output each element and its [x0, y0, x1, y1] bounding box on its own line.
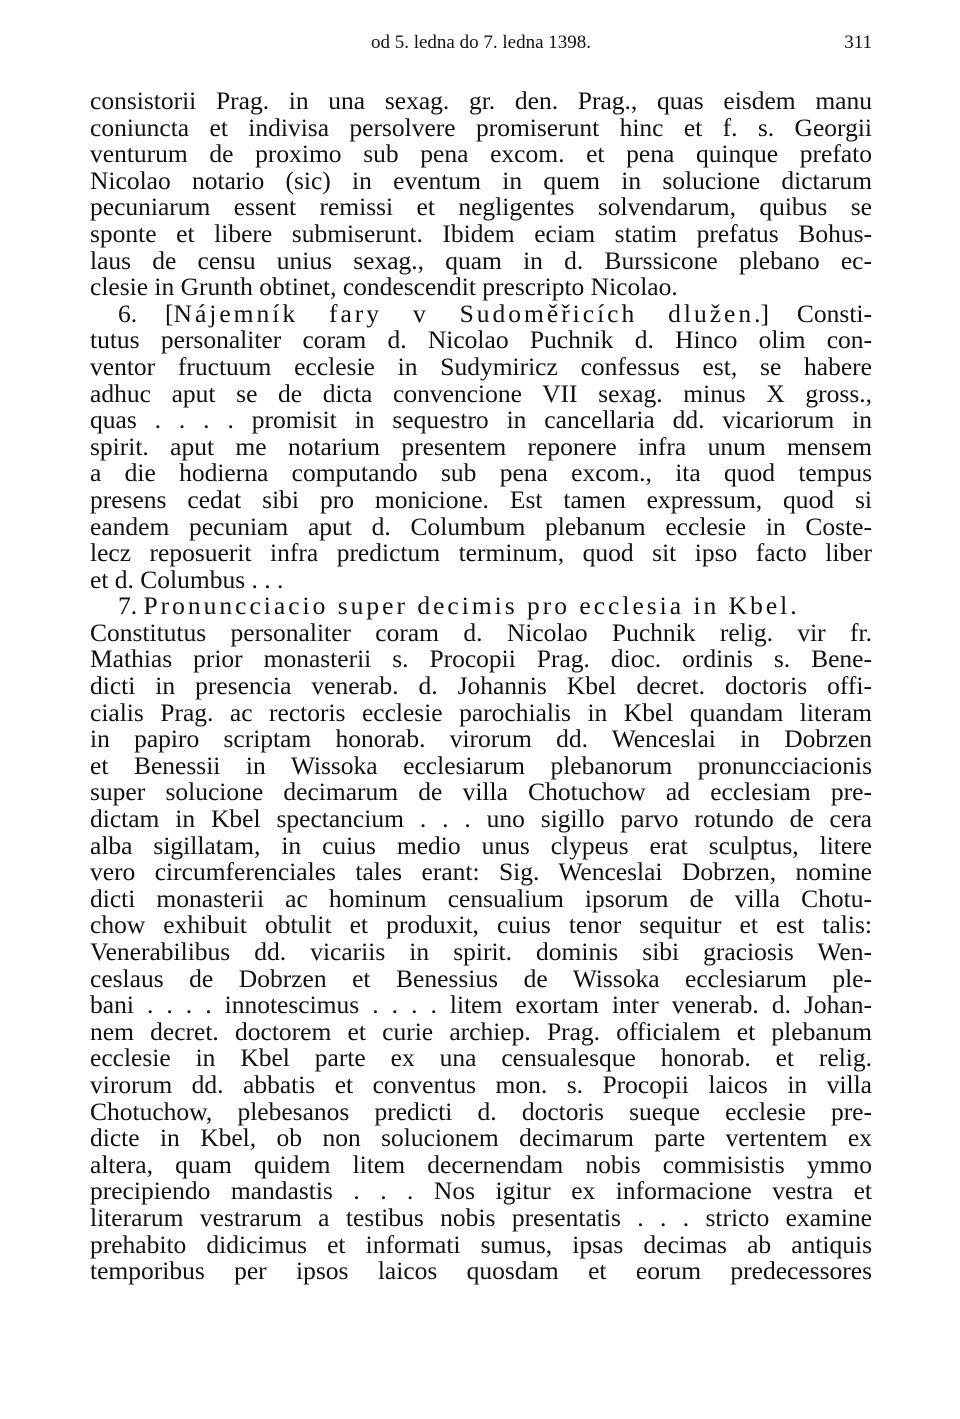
- text-line: eandem pecuniam aput d. Columbum plebanum ecclesie in Coste-: [90, 511, 872, 541]
- text-line: 7. Pronuncciacio super decimis pro ecclesia in Kbel.: [118, 591, 797, 621]
- text-line: Chotuchow, plebesanos predicti d. doctoris sueque ecclesie pre-: [90, 1096, 872, 1126]
- running-head: od 5. ledna do 7. ledna 1398.: [370, 32, 592, 53]
- text-line: spirit. aput me notarium presentem reponere infra unum mensem: [90, 431, 872, 461]
- page-number: 311: [844, 32, 872, 53]
- text-line: clesie in Grunth obtinet, condescendit prescripto Nicolao.: [90, 272, 678, 302]
- text-line: altera, quam quidem litem decernendam nobis commisistis ymmo: [90, 1149, 872, 1179]
- text-line: chow exhibuit obtulit et produxit, cuius tenor sequitur et est talis:: [90, 910, 872, 940]
- text-line: coniuncta et indivisa persolvere promiserunt hinc et f. s. Georgii: [90, 112, 872, 142]
- text-line: Mathias prior monasterii s. Procopii Prag. dioc. ordinis s. Bene-: [90, 644, 872, 674]
- text-line: ecclesie in Kbel parte ex una censualesque honorab. et relig.: [90, 1043, 872, 1073]
- page-header: [90, 32, 872, 58]
- text-line: Constitutus personaliter coram d. Nicolao Puchnik relig. vir fr.: [90, 617, 872, 647]
- text-line: Venerabilibus dd. vicariis in spirit. dominis sibi graciosis Wen-: [90, 937, 872, 966]
- text-line: presens cedat sibi pro monicione. Est tamen expressum, quod si: [90, 484, 872, 514]
- text-line: ceslaus de Dobrzen et Benessius de Wissoka ecclesiarum ple-: [90, 963, 872, 993]
- text-line: dicte in Kbel, ob non solucionem decimarum parte vertentem ex: [90, 1123, 872, 1153]
- text-line: 6. [Nájemník fary v Sudoměřicích dlužen.] Consti-: [118, 298, 872, 328]
- text-line: nem decret. doctorem et curie archiep. Prag. officialem et plebanum: [90, 1016, 872, 1046]
- text-line: precipiendo mandastis . . . Nos igitur ex informacione vestra et: [90, 1176, 872, 1206]
- text-line: vero circumferenciales tales erant: Sig. Wenceslai Dobrzen, nomine: [90, 857, 872, 887]
- text-line: literarum vestrarum a testibus nobis presentatis . . . stricto examine: [90, 1202, 872, 1232]
- text-line: prehabito didicimus et informati sumus, ipsas decimas ab antiquis: [90, 1229, 872, 1259]
- body-text: [90, 88, 872, 1285]
- text-line: bani . . . . innotescimus . . . . litem exortam inter venerab. d. Johan-: [90, 990, 872, 1020]
- text-line: dicti in presencia venerab. d. Johannis Kbel decret. doctoris offi-: [90, 671, 872, 701]
- text-line: temporibus per ipsos laicos quosdam et eorum predecessores: [90, 1256, 872, 1286]
- text-line: et Benessii in Wissoka ecclesiarum plebanorum pronuncciacionis: [90, 750, 872, 780]
- text-line: lecz reposuerit infra predictum terminum, quod sit ipso facto liber: [90, 538, 872, 568]
- text-line: venturum de proximo sub pena excom. et pena quinque prefato: [90, 139, 872, 169]
- text-line: adhuc aput se de dicta convencione VII sexag. minus X gross.,: [90, 378, 872, 408]
- text-line: ventor fructuum ecclesie in Sudymiricz confessus est, se habere: [90, 351, 872, 381]
- text-line: super solucione decimarum de villa Chotuchow ad ecclesiam pre-: [90, 777, 872, 807]
- text-line: dicti monasterii ac hominum censualium ipsorum de villa Chotu-: [90, 883, 872, 913]
- text-line: Nicolao notario (sic) in eventum in quem in solucione dictarum: [90, 165, 872, 195]
- text-line: a die hodierna computando sub pena excom., ita quod tempus: [90, 458, 872, 488]
- text-line: quas . . . . promisit in sequestro in cancellaria dd. vicariorum in: [90, 405, 872, 435]
- text-line: sponte et libere submiserunt. Ibidem eciam statim prefatus Bohus-: [90, 218, 872, 248]
- text-line: tutus personaliter coram d. Nicolao Puchnik d. Hinco olim con-: [90, 325, 872, 355]
- text-line: laus de censu unius sexag., quam in d. Burssicone plebano ec-: [90, 245, 872, 275]
- text-line: et d. Columbus . . .: [90, 564, 284, 594]
- text-line: pecuniarum essent remissi et negligentes solvendarum, quibus se: [90, 192, 872, 222]
- text-line: cialis Prag. ac rectoris ecclesie parochialis in Kbel quandam literam: [90, 697, 872, 727]
- text-line: dictam in Kbel spectancium . . . uno sigillo parvo rotundo de cera: [90, 804, 872, 834]
- text-line: alba sigillatam, in cuius medio unus clypeus erat sculptus, litere: [90, 830, 872, 860]
- text-line: in papiro scriptam honorab. virorum dd. Wenceslai in Dobrzen: [90, 724, 872, 754]
- text-line: virorum dd. abbatis et conventus mon. s. Procopii laicos in villa: [90, 1069, 872, 1099]
- text-line: consistorii Prag. in una sexag. gr. den. Prag., quas eisdem manu: [90, 86, 872, 115]
